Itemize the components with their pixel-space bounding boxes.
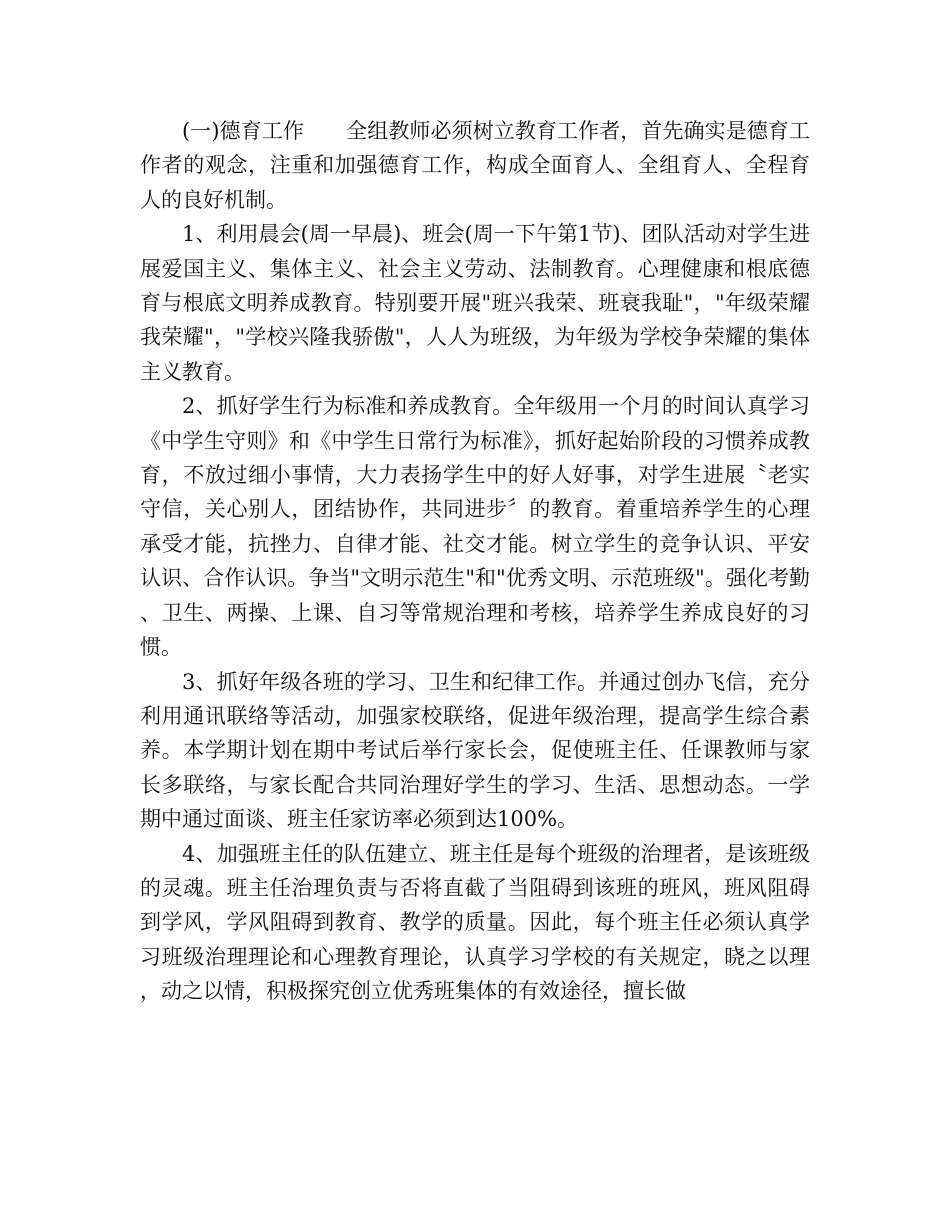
paragraph-item-3: 3、抓好年级各班的学习、卫生和纪律工作。并通过创办飞信，充分利用通讯联络等活动，加强家校联络，促进年级治理，提高学生综合素养。本学期计划在期中考试后举行家长会，促使班主任、任课教师与家长多联络，与家长配合共同治理好学生的学习、生活、思想动态。一学期中通过面谈、班主任家访率必须到达100%。 <box>140 669 810 832</box>
paragraph-item-1: 1、利用晨会(周一早晨)、班会(周一下午第1节)、团队活动对学生进展爱国主义、集体主义、社会主义劳动、法制教育。心理健康和根底德育与根底文明养成教育。特别要开展"班兴我荣、班衰我耻"，"年级荣耀我荣耀"，"学校兴隆我骄傲"，人人为班级，为年级为学校争荣耀的集体主义教育。 <box>140 222 810 384</box>
document-page <box>140 114 810 1009</box>
paragraph-item-2: 2、抓好学生行为标准和养成教育。全年级用一个月的时间认真学习《中学生守则》和《中学生日常行为标准》，抓好起始阶段的习惯养成教育，不放过细小事情，大力表扬学生中的好人好事，对学生进展〝老实守信，关心别人，团结协作，共同进步〞的教育。着重培养学生的心理承受才能，抗挫力、自律才能、社交才能。树立学生的竞争认识、平安认识、合作认识。争当"文明示范生"和"优秀文明、示范班级"。强化考勤、卫生、两操、上课、自习等常规治理和考核，培养学生养成良好的习惯。 <box>140 394 810 660</box>
paragraph-item-4: 4、加强班主任的队伍建立、班主任是每个班级的治理者，是该班级的灵魂。班主任治理负责与否将直截了当阻碍到该班的班风，班风阻碍到学风，学风阻碍到教育、教学的质量。因此，每个班主任必须认真学习班级治理理论和心理教育理论，认真学习学校的有关规定，晓之以理，动之以情，积极探究创立优秀班集体的有效途径，擅长做 <box>140 841 810 1004</box>
paragraph-moral-education-intro: (一)德育工作 全组教师必须树立教育工作者，首先确实是德育工作者的观念，注重和加强德育工作，构成全面育人、全组育人、全程育人的良好机制。 <box>140 119 810 212</box>
